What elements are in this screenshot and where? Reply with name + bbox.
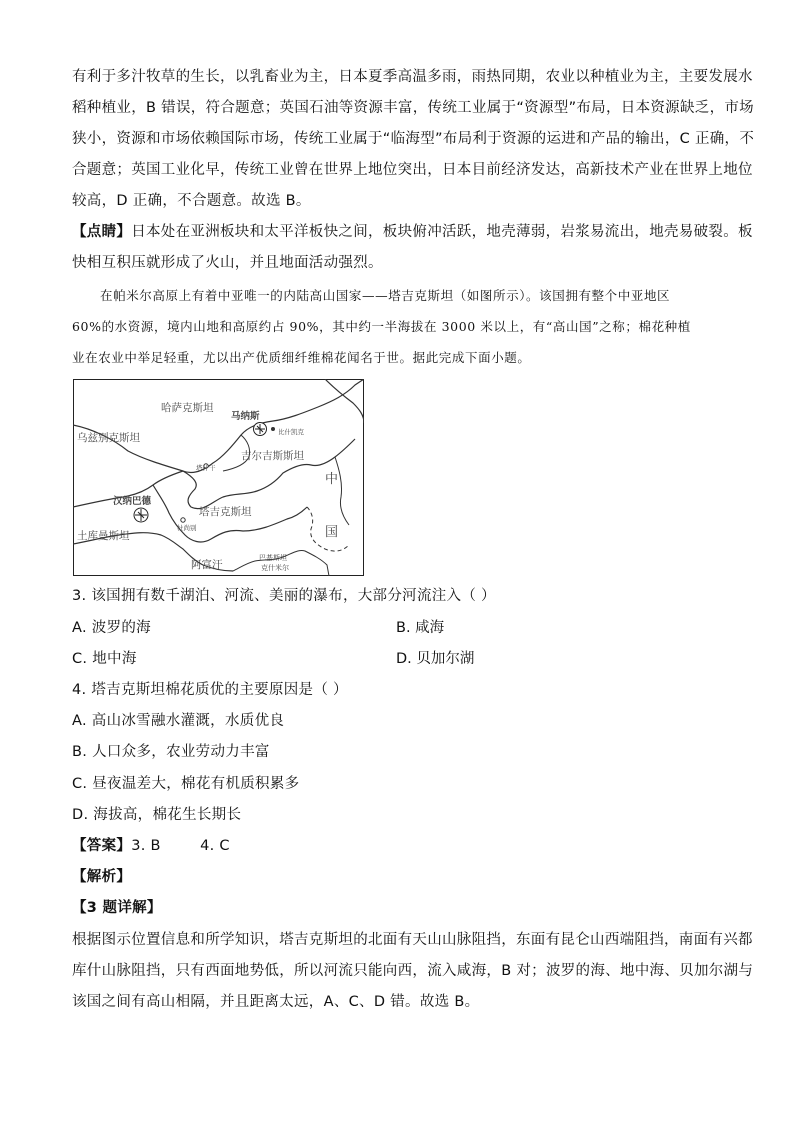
analysis-line-5: 较高，D 正确，不合题意。故选 B。 [72,193,311,209]
dianjing-line-2: 快相互积压就形成了火山，并且地面活动强烈。 [72,255,383,271]
detail3-tag: 【3 题详解】 [72,900,162,916]
tajikistan-map [73,379,364,576]
analysis-line-1: 有利于多汁牧草的生长，以乳畜业为主，日本夏季高温多雨，雨热同期，农业以种植业为主，主要发展水 [72,69,753,85]
dushanbe-dot [181,518,185,522]
intro-line-3: 业在农业中举足轻重，尤以出产优质细纤维棉花闻名于世。据此完成下面小题。 [72,350,531,365]
dianjing-tag: 【点睛】 [72,224,132,240]
detail3-line-1: 根据图示位置信息和所学知识，塔吉克斯坦的北面有天山山脉阻挡，东面有昆仑山西端阻挡，南面有兴都 [72,932,753,948]
analysis-line-2: 稻种植业，B 错误，符合题意；英国石油等资源丰富，传统工业属于“资源型”布局，日本资源缺乏，市场 [72,100,754,116]
q3-option-b[interactable]: B. 咸海 [396,620,445,636]
label-uzbekistan: 乌兹别克斯坦 [77,432,140,444]
dianjing-text-1: 日本处在亚洲板块和太平洋板快之间，板块俯冲活跃，地壳薄弱，岩浆易流出，地壳易破裂。板 [131,224,753,240]
q3-option-c[interactable]: C. 地中海 [72,651,137,667]
answer-tag: 【答案】 [72,838,132,854]
q3-option-a[interactable]: A. 波罗的海 [72,620,151,636]
label-china-2: 国 [325,525,339,540]
label-turkmenistan: 土库曼斯坦 [77,530,130,542]
label-kashmir: 克什米尔 [261,564,289,572]
label-dushanbe: 杜尚别 [177,524,197,532]
label-hanabad: 汉纳巴德 [113,496,152,507]
label-manas: 马纳斯 [231,411,260,422]
analysis-line-3: 狭小，资源和市场依赖国际市场，传统工业属于“临海型”布局利于资源的运进和产品的输出，C 正确，不 [72,131,755,147]
detail3-line-2: 库什山脉阻挡，只有西面地势低，所以河流只能向西，流入咸海，B 对；波罗的海、地中海、贝加尔湖与 [72,963,754,979]
intro-line-2: 60%的水资源，境内山地和高原约占 90%，其中约一半海拔在 3000 米以上，有“高山国”之称；棉花种植 [72,319,691,334]
q4-stem: 4. 塔吉克斯坦棉花质优的主要原因是（ ） [72,682,348,698]
label-tashkent: 塔什干 [196,464,216,472]
q4-option-c[interactable]: C. 昼夜温差大，棉花有机质积累多 [72,776,300,792]
answer-line [72,836,230,856]
dianjing-line-1 [72,222,753,242]
q4-option-a[interactable]: A. 高山冰雪融水灌溉，水质优良 [72,713,285,729]
label-tajikistan: 塔吉克斯坦 [199,506,252,518]
label-afghanistan: 阿富汗 [191,559,223,571]
answer-text: 3. B 4. C [131,838,230,854]
detail3-line-3: 该国之间有高山相隔，并且距离太远，A、C、D 错。故选 B。 [72,994,480,1010]
label-kyrgyzstan: 吉尔吉斯斯坦 [241,450,304,462]
q4-option-d[interactable]: D. 海拔高，棉花生长期长 [72,807,242,823]
label-china-1: 中 [325,472,339,487]
label-bishkek: 比什凯克 [278,428,304,436]
intro-line-1: 在帕米尔高原上有着中亚唯一的内陆高山国家——塔吉克斯坦（如图所示）。该国拥有整个中亚地区 [100,288,671,303]
bishkek-dot [271,427,275,431]
jiexi-tag: 【解析】 [72,869,132,885]
label-pakistan: 巴基斯坦 [259,554,287,562]
analysis-line-4: 合题意；英国工业化早，传统工业曾在世界上地位突出，日本目前经济发达，高新技术产业在世界上地位 [72,162,753,178]
label-kazakhstan: 哈萨克斯坦 [161,402,214,414]
q3-stem: 3. 该国拥有数千湖泊、河流、美丽的瀑布，大部分河流注入（ ） [72,588,496,604]
q4-option-b[interactable]: B. 人口众多，农业劳动力丰富 [72,744,270,760]
q3-option-d[interactable]: D. 贝加尔湖 [396,651,475,667]
